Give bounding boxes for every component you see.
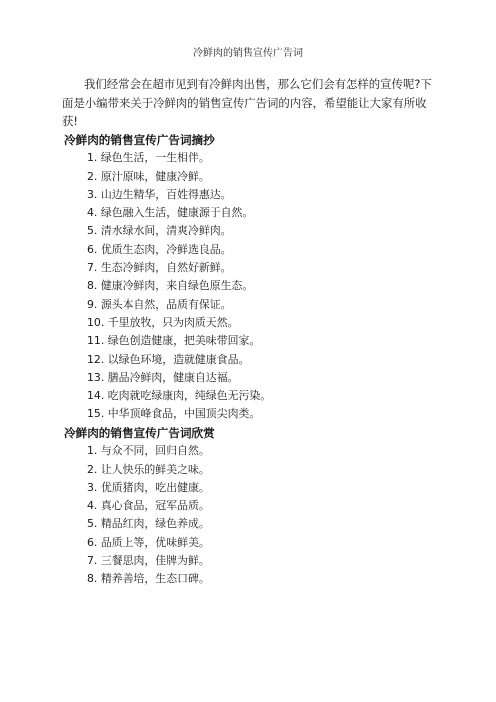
- list-item: 15. 中华顶峰食品，中国顶尖肉类。: [87, 407, 261, 421]
- list-item: 4. 绿色融入生活，健康源于自然。: [87, 206, 254, 220]
- list-item: 5. 精品红肉，绿色养成。: [87, 517, 210, 531]
- list-item: 8. 健康冷鲜肉，来自绿色原生态。: [87, 279, 254, 293]
- list-item: 2. 让人快乐的鲜美之味。: [87, 462, 210, 476]
- list-item: 3. 优质猪肉，吃出健康。: [87, 480, 210, 494]
- section-excerpts: [62, 131, 434, 424]
- list-item: 7. 三餐思肉，佳牌为鲜。: [87, 554, 210, 568]
- list-item: 8. 精养善培，生态口碑。: [87, 572, 210, 586]
- section-heading-appreciation: 冷鲜肉的销售宣传广告词欣赏: [64, 425, 215, 440]
- slogan-list-appreciation: [62, 442, 434, 588]
- document-title: 冷鲜肉的销售宣传广告词: [193, 48, 303, 59]
- section-appreciation: [62, 424, 434, 589]
- list-item: 4. 真心食品，冠军品质。: [87, 499, 210, 513]
- intro-paragraph: 我们经常会在超市见到有冷鲜肉出售，那么它们会有怎样的宣传呢?下面是小编带来关于冷鲜肉的销售宣传广告词的内容，希望能让大家有所收获!: [62, 77, 432, 129]
- slogan-list-excerpts: [62, 149, 434, 423]
- list-item: 2. 原汁原味，健康冷鲜。: [87, 169, 210, 183]
- section-heading-excerpts: 冷鲜肉的销售宣传广告词摘抄: [64, 132, 215, 147]
- list-item: 6. 品质上等，优味鲜美。: [87, 535, 210, 549]
- list-item: 13. 膳品冷鲜肉，健康自达福。: [87, 370, 239, 384]
- list-item: 6. 优质生态肉，冷鲜选良品。: [87, 242, 232, 256]
- list-item: 3. 山边生精华，百姓得惠达。: [87, 187, 232, 201]
- list-item: 1. 与众不同，回归自然。: [87, 444, 210, 458]
- list-item: 1. 绿色生活，一生相伴。: [87, 151, 210, 165]
- list-item: 12. 以绿色环境，造就健康食品。: [87, 352, 250, 366]
- list-item: 9. 源头本自然，品质有保证。: [87, 297, 232, 311]
- list-item: 14. 吃肉就吃绿康肉，纯绿色无污染。: [87, 389, 272, 403]
- list-item: 5. 清水绿水间，清爽冷鲜肉。: [87, 224, 232, 238]
- list-item: 7. 生态冷鲜肉，自然好新鲜。: [87, 261, 232, 275]
- list-item: 11. 绿色创造健康，把美味带回家。: [87, 334, 261, 348]
- list-item: 10. 千里放牧，只为肉质天然。: [87, 315, 239, 329]
